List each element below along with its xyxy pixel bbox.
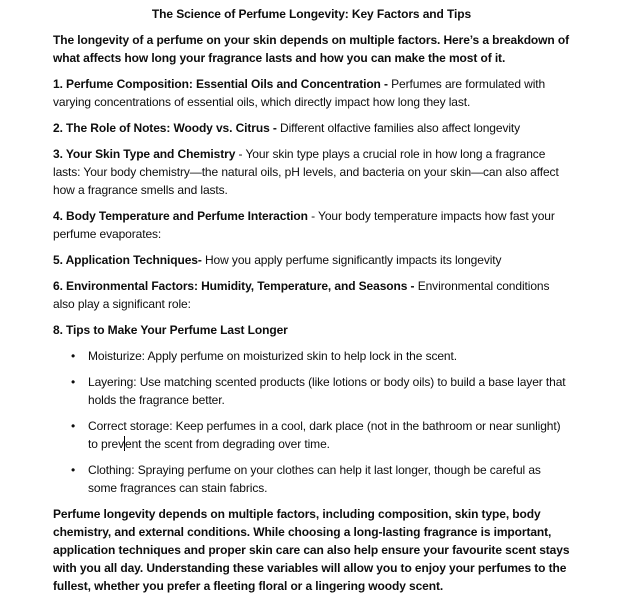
tip-clothing xyxy=(88,461,570,497)
tip-layering xyxy=(88,373,570,409)
tips-header-label: 8. Tips to Make Your Perfume Last Longer xyxy=(53,323,288,337)
section-composition-text: Perfumes are formulated with varying concentrations of essential oils, which directly impact how long they last. xyxy=(53,77,546,109)
section-environment xyxy=(53,277,570,313)
section-notes-label: 2. The Role of Notes: Woody vs. Citrus - xyxy=(53,121,277,135)
section-application xyxy=(53,251,570,269)
section-skin-type xyxy=(53,145,570,199)
tip-storage-text-after: ent the scent from degrading over time. xyxy=(125,437,330,451)
closing-paragraph: Perfume longevity depends on multiple factors, including composition, skin type, body chemistry, and external conditions. While choosing a long-lasting fragrance is important, application techniques and proper skin care can also help ensure your favourite scent stays with you all day. Understanding these variables will allow you to enjoy your perfumes to the fullest, whether you prefer a fleeting floral or a lingering woody scent. xyxy=(53,507,570,593)
section-application-text: How you apply perfume significantly impacts its longevity xyxy=(204,253,502,267)
tips-list xyxy=(53,347,570,497)
intro-paragraph: The longevity of a perfume on your skin depends on multiple factors. Here’s a breakdown of what affects how long your fragrance lasts and how you can make the most of it. xyxy=(53,33,569,65)
section-application-label: 5. Application Techniques- xyxy=(53,253,202,267)
section-composition xyxy=(53,75,570,111)
tip-clothing-text: Clothing: Spraying perfume on your clothes can help it last longer, though be careful as some fragrances can stain fabrics. xyxy=(88,463,541,495)
tip-storage-text-before: Correct storage: Keep perfumes in a cool, dark place (not in the bathroom or near sunlight) to prev xyxy=(88,419,561,451)
section-skin-type-text: - Your skin type plays a crucial role in how long a fragrance lasts: Your body chemistry—the natural oils, pH levels, and bacteria on your skin—can also affect how a fragrance smells and lasts. xyxy=(53,147,559,197)
section-notes-text: Different olfactive families also affect longevity xyxy=(280,121,521,135)
section-body-temperature xyxy=(53,207,570,243)
section-skin-type-label: 3. Your Skin Type and Chemistry xyxy=(53,147,236,161)
tip-layering-text: Layering: Use matching scented products (like lotions or body oils) to build a base layer that holds the fragrance better. xyxy=(88,375,566,407)
tips-header xyxy=(53,321,570,339)
section-notes xyxy=(53,119,570,137)
section-body-temperature-label: 4. Body Temperature and Perfume Interaction xyxy=(53,209,308,223)
tip-moisturize xyxy=(88,347,570,365)
section-composition-label: 1. Perfume Composition: Essential Oils and Concentration - xyxy=(53,77,388,91)
section-environment-label: 6. Environmental Factors: Humidity, Temperature, and Seasons - xyxy=(53,279,415,293)
section-environment-text: Environmental conditions also play a significant role: xyxy=(53,279,550,311)
document-title: The Science of Perfume Longevity: Key Factors and Tips xyxy=(151,7,472,21)
tip-storage xyxy=(88,417,570,453)
section-body-temperature-text: - Your body temperature impacts how fast your perfume evaporates: xyxy=(53,209,555,241)
tip-moisturize-text: Moisturize: Apply perfume on moisturized skin to help lock in the scent. xyxy=(88,349,457,363)
